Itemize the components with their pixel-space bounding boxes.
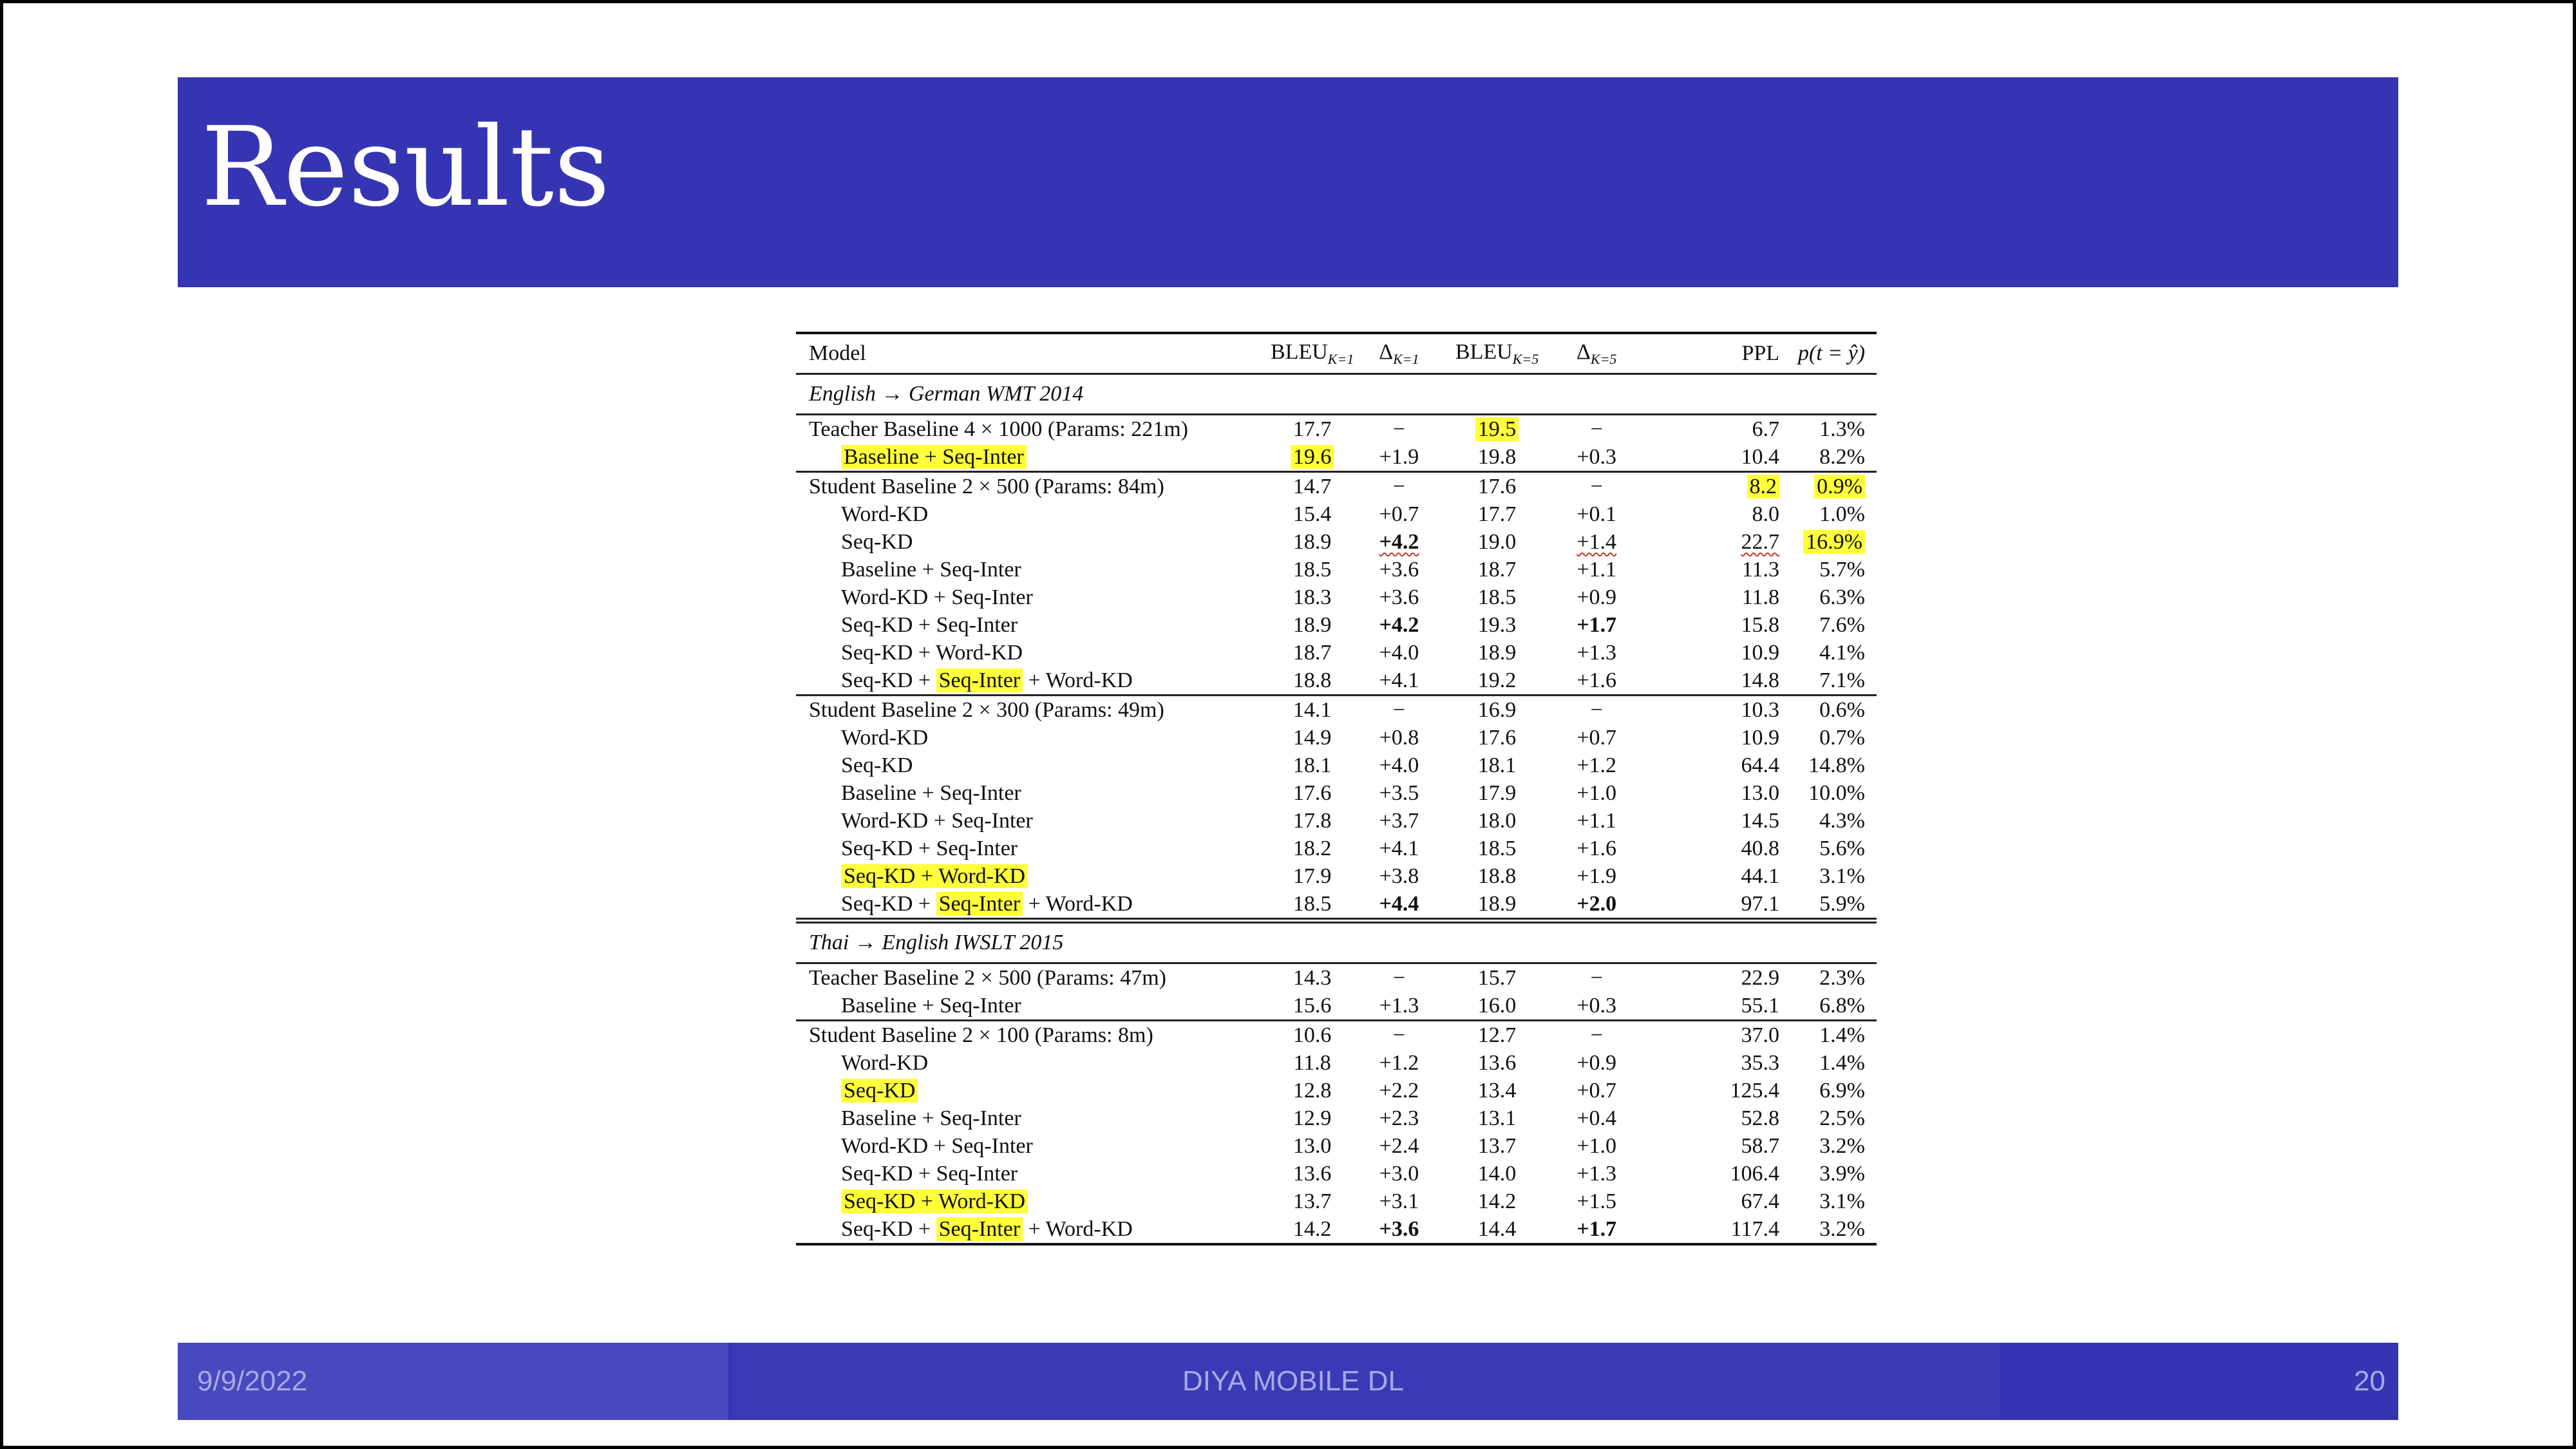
cell-bleu-k5: 18.7 bbox=[1477, 557, 1517, 582]
cell-prob: 3.1% bbox=[1819, 1189, 1865, 1213]
cell-delta-k5: +1.9 bbox=[1577, 864, 1617, 888]
cell-bleu-k1: 10.6 bbox=[1265, 1021, 1359, 1050]
cell-delta-k5: +1.6 bbox=[1577, 836, 1617, 860]
cell-delta-k1: +1.9 bbox=[1379, 444, 1419, 469]
cell-delta-k1: − bbox=[1359, 472, 1439, 501]
cell-ppl: 55.1 bbox=[1741, 993, 1780, 1018]
cell-ppl: 37.0 bbox=[1638, 1021, 1789, 1050]
cell-prob: 3.9% bbox=[1819, 1161, 1865, 1186]
cell-bleu-k5: 15.7 bbox=[1439, 963, 1555, 992]
table-row bbox=[796, 807, 1877, 835]
header-bleu-k1: $BLEU_{K=1}$ bbox=[1271, 339, 1354, 367]
cell-delta-k5: − bbox=[1555, 696, 1638, 724]
cell-model: Baseline + Seq-Inter bbox=[841, 557, 1021, 582]
cell-prob: 5.7% bbox=[1819, 557, 1865, 582]
cell-bleu-k5: 19.8 bbox=[1477, 444, 1517, 469]
cell-model: Seq-KD + Word-KD bbox=[841, 640, 1023, 665]
group-en-de-teacher bbox=[796, 415, 1877, 472]
cell-bleu-k1: 13.7 bbox=[1293, 1189, 1332, 1213]
cell-delta-k1: − bbox=[1359, 1021, 1439, 1050]
cell-delta-k1: +4.1 bbox=[1379, 668, 1419, 692]
table-row bbox=[796, 1132, 1877, 1160]
cell-prob: 3.2% bbox=[1789, 1215, 1877, 1244]
cell-prob: 0.9% bbox=[1789, 472, 1877, 501]
cell-ppl: 67.4 bbox=[1741, 1189, 1780, 1213]
cell-bleu-k1: 18.3 bbox=[1293, 585, 1332, 609]
cell-delta-k1: +4.0 bbox=[1379, 640, 1419, 665]
table-row bbox=[796, 963, 1877, 992]
header-prob: p(t = ŷ) bbox=[1797, 341, 1865, 365]
cell-bleu-k5: 18.8 bbox=[1477, 864, 1517, 888]
cell-prob: 6.3% bbox=[1819, 585, 1865, 609]
cell-delta-k5: +0.3 bbox=[1577, 993, 1617, 1018]
cell-ppl: 97.1 bbox=[1638, 890, 1789, 921]
cell-ppl: 44.1 bbox=[1741, 864, 1780, 888]
cell-bleu-k5: 16.0 bbox=[1477, 993, 1517, 1018]
section-title: Thai → English IWSLT 2015 bbox=[796, 921, 1877, 963]
cell-model: Baseline + Seq-Inter bbox=[796, 443, 1265, 472]
cell-delta-k5: +0.9 bbox=[1577, 585, 1617, 609]
cell-model: Word-KD + Seq-Inter bbox=[841, 808, 1033, 833]
table-row bbox=[796, 862, 1877, 890]
cell-ppl: 13.0 bbox=[1741, 781, 1780, 805]
cell-ppl: 40.8 bbox=[1741, 836, 1780, 860]
cell-bleu-k1: 12.9 bbox=[1293, 1106, 1332, 1130]
table-row bbox=[796, 443, 1877, 472]
cell-bleu-k5: 12.7 bbox=[1439, 1021, 1555, 1050]
cell-prob: 1.4% bbox=[1789, 1021, 1877, 1050]
cell-bleu-k1: 11.8 bbox=[1293, 1050, 1331, 1075]
cell-delta-k1: +3.6 bbox=[1359, 1215, 1439, 1244]
cell-delta-k5: +1.1 bbox=[1577, 557, 1617, 582]
table-row bbox=[796, 639, 1877, 667]
group-en-de-student-300 bbox=[796, 696, 1877, 921]
cell-delta-k1: +2.2 bbox=[1379, 1078, 1419, 1103]
header-ppl: PPL bbox=[1741, 341, 1780, 365]
cell-bleu-k1: 18.7 bbox=[1293, 640, 1332, 665]
cell-bleu-k1: 17.8 bbox=[1293, 808, 1332, 833]
cell-prob: 0.6% bbox=[1789, 696, 1877, 724]
table-row bbox=[796, 1160, 1877, 1188]
cell-delta-k1: +3.5 bbox=[1379, 781, 1419, 805]
cell-model: Word-KD bbox=[841, 1050, 929, 1075]
table-row bbox=[796, 1021, 1877, 1050]
slide-title: Results bbox=[201, 104, 611, 231]
cell-delta-k1: +4.2 bbox=[1379, 612, 1419, 637]
cell-bleu-k5: 18.0 bbox=[1477, 808, 1517, 833]
cell-model: Word-KD + Seq-Inter bbox=[841, 585, 1033, 609]
cell-bleu-k5: 18.5 bbox=[1477, 585, 1517, 609]
cell-delta-k5: +1.7 bbox=[1555, 1215, 1638, 1244]
cell-prob: 6.9% bbox=[1819, 1078, 1865, 1103]
cell-delta-k1: +0.8 bbox=[1379, 725, 1419, 750]
cell-bleu-k1: 13.6 bbox=[1293, 1161, 1332, 1186]
section-title: English → German WMT 2014 bbox=[796, 374, 1877, 415]
cell-bleu-k1: 17.7 bbox=[1265, 415, 1359, 444]
cell-bleu-k5: 13.6 bbox=[1477, 1050, 1517, 1075]
cell-bleu-k5: 13.1 bbox=[1477, 1106, 1517, 1130]
cell-bleu-k5: 17.6 bbox=[1439, 472, 1555, 501]
cell-bleu-k1: 12.8 bbox=[1293, 1078, 1332, 1103]
cell-model: Seq-KD bbox=[796, 1077, 1265, 1104]
cell-bleu-k1: 19.6 bbox=[1265, 443, 1359, 472]
cell-delta-k1: +1.3 bbox=[1379, 993, 1419, 1018]
cell-bleu-k1: 18.9 bbox=[1293, 529, 1332, 554]
cell-bleu-k5: 17.6 bbox=[1477, 725, 1517, 750]
cell-ppl: 10.9 bbox=[1741, 640, 1780, 665]
cell-model: Word-KD bbox=[841, 725, 929, 750]
cell-delta-k5: +1.4 bbox=[1577, 529, 1617, 554]
section-th-en bbox=[796, 921, 1877, 963]
table-row bbox=[796, 1049, 1877, 1077]
cell-ppl: 14.8 bbox=[1741, 668, 1780, 692]
cell-delta-k5: − bbox=[1555, 415, 1638, 444]
table-row bbox=[796, 724, 1877, 752]
cell-delta-k1: +3.1 bbox=[1379, 1189, 1419, 1213]
cell-delta-k5: +1.5 bbox=[1577, 1189, 1617, 1213]
cell-prob: 4.1% bbox=[1819, 640, 1865, 665]
cell-delta-k5: +0.7 bbox=[1577, 1078, 1617, 1103]
cell-prob: 2.5% bbox=[1819, 1106, 1865, 1130]
table-row bbox=[796, 472, 1877, 501]
cell-model: Word-KD + Seq-Inter bbox=[841, 1133, 1033, 1158]
table-row bbox=[796, 1077, 1877, 1104]
cell-delta-k5: +1.3 bbox=[1577, 640, 1617, 665]
cell-bleu-k1: 14.3 bbox=[1265, 963, 1359, 992]
cell-bleu-k5: 19.5 bbox=[1439, 415, 1555, 444]
cell-prob: 4.3% bbox=[1819, 808, 1865, 833]
cell-ppl: 11.8 bbox=[1741, 585, 1780, 609]
cell-model: Student Baseline 2 × 100 (Params: 8m) bbox=[796, 1021, 1265, 1050]
cell-bleu-k5: 14.2 bbox=[1477, 1189, 1517, 1213]
cell-delta-k5: − bbox=[1555, 963, 1638, 992]
cell-bleu-k5: 18.9 bbox=[1439, 890, 1555, 921]
cell-bleu-k5: 18.9 bbox=[1477, 640, 1517, 665]
cell-delta-k5: +1.2 bbox=[1577, 753, 1617, 777]
cell-model: Seq-KD bbox=[841, 753, 913, 777]
cell-ppl: 22.7 bbox=[1741, 529, 1780, 554]
cell-ppl: 8.0 bbox=[1752, 502, 1780, 526]
group-th-en-student-100 bbox=[796, 1021, 1877, 1245]
table-row bbox=[796, 1104, 1877, 1132]
cell-model: Teacher Baseline 4 × 1000 (Params: 221m) bbox=[796, 415, 1265, 444]
header-model: Model bbox=[809, 341, 866, 365]
cell-bleu-k5: 14.4 bbox=[1439, 1215, 1555, 1244]
cell-model: Word-KD bbox=[841, 502, 929, 526]
cell-delta-k5: +1.6 bbox=[1577, 668, 1617, 692]
cell-delta-k1: +4.0 bbox=[1379, 753, 1419, 777]
footer-title: DIYA MOBILE DL bbox=[1182, 1365, 1404, 1397]
header-delta-k1: $\Delta_{K=1}$ bbox=[1379, 339, 1419, 367]
cell-delta-k1: +2.3 bbox=[1379, 1106, 1419, 1130]
table-row bbox=[796, 583, 1877, 611]
cell-bleu-k1: 14.2 bbox=[1265, 1215, 1359, 1244]
cell-delta-k5: +0.3 bbox=[1577, 444, 1617, 469]
cell-ppl: 10.3 bbox=[1638, 696, 1789, 724]
cell-model: Student Baseline 2 × 500 (Params: 84m) bbox=[796, 472, 1265, 501]
cell-model: Seq-KD + Seq-Inter bbox=[841, 836, 1018, 860]
cell-bleu-k1: 15.4 bbox=[1293, 502, 1332, 526]
cell-delta-k5: +0.9 bbox=[1577, 1050, 1617, 1075]
cell-delta-k5: +1.0 bbox=[1577, 781, 1617, 805]
cell-bleu-k1: 18.8 bbox=[1293, 668, 1332, 692]
cell-delta-k1: − bbox=[1359, 963, 1439, 992]
cell-delta-k5: +2.0 bbox=[1555, 890, 1638, 921]
cell-bleu-k1: 17.6 bbox=[1293, 781, 1332, 805]
cell-delta-k1: +3.8 bbox=[1379, 864, 1419, 888]
cell-prob: 8.2% bbox=[1819, 444, 1865, 469]
cell-ppl: 10.9 bbox=[1741, 725, 1780, 750]
cell-bleu-k1: 18.9 bbox=[1293, 612, 1332, 637]
cell-ppl: 22.9 bbox=[1638, 963, 1789, 992]
cell-bleu-k5: 17.7 bbox=[1477, 502, 1517, 526]
cell-delta-k1: +4.2 bbox=[1379, 529, 1419, 554]
cell-bleu-k5: 19.2 bbox=[1477, 668, 1517, 692]
cell-ppl: 10.4 bbox=[1741, 444, 1780, 469]
table-row bbox=[796, 890, 1877, 921]
cell-prob: 3.1% bbox=[1819, 864, 1865, 888]
cell-ppl: 125.4 bbox=[1730, 1078, 1780, 1103]
cell-delta-k1: +4.4 bbox=[1359, 890, 1439, 921]
table-row bbox=[796, 415, 1877, 444]
cell-model: Seq-KD + Seq-Inter + Word-KD bbox=[796, 890, 1265, 921]
cell-bleu-k5: 13.4 bbox=[1477, 1078, 1517, 1103]
cell-delta-k5: +1.3 bbox=[1577, 1161, 1617, 1186]
table-row bbox=[796, 779, 1877, 807]
cell-bleu-k1: 18.1 bbox=[1293, 753, 1332, 777]
cell-delta-k5: − bbox=[1555, 1021, 1638, 1050]
cell-ppl: 106.4 bbox=[1730, 1161, 1780, 1186]
cell-delta-k1: +1.2 bbox=[1379, 1050, 1419, 1075]
cell-model: Seq-KD + Word-KD bbox=[796, 862, 1265, 890]
table-header-row bbox=[796, 333, 1877, 374]
table-row bbox=[796, 528, 1877, 556]
section-en-de bbox=[796, 374, 1877, 415]
group-en-de-student-500 bbox=[796, 472, 1877, 696]
table-row bbox=[796, 1188, 1877, 1215]
cell-model: Seq-KD + Seq-Inter + Word-KD bbox=[841, 668, 1133, 692]
cell-model: Baseline + Seq-Inter bbox=[841, 993, 1021, 1018]
cell-delta-k1: +3.6 bbox=[1379, 557, 1419, 582]
cell-ppl: 11.3 bbox=[1741, 557, 1780, 582]
cell-prob: 0.7% bbox=[1819, 725, 1865, 750]
cell-bleu-k5: 19.0 bbox=[1477, 529, 1517, 554]
table-row bbox=[796, 752, 1877, 779]
cell-ppl: 35.3 bbox=[1741, 1050, 1780, 1075]
cell-model: Seq-KD bbox=[841, 529, 913, 554]
cell-delta-k5: +0.7 bbox=[1577, 725, 1617, 750]
cell-bleu-k5: 19.3 bbox=[1477, 612, 1517, 637]
cell-model: Seq-KD + Word-KD bbox=[796, 1188, 1265, 1215]
footer-bar bbox=[178, 1343, 2398, 1420]
cell-prob: 14.8% bbox=[1808, 753, 1865, 777]
table-row bbox=[796, 696, 1877, 724]
table-row bbox=[796, 500, 1877, 528]
cell-delta-k1: +0.7 bbox=[1379, 502, 1419, 526]
cell-delta-k1: − bbox=[1359, 415, 1439, 444]
cell-bleu-k5: 16.9 bbox=[1439, 696, 1555, 724]
table-row bbox=[796, 556, 1877, 583]
cell-prob: 6.8% bbox=[1819, 993, 1865, 1018]
cell-prob: 2.3% bbox=[1789, 963, 1877, 992]
cell-bleu-k1: 14.9 bbox=[1293, 725, 1332, 750]
cell-prob: 1.0% bbox=[1819, 502, 1865, 526]
cell-prob: 7.6% bbox=[1819, 612, 1865, 637]
cell-delta-k1: +3.0 bbox=[1379, 1161, 1419, 1186]
footer-date: 9/9/2022 bbox=[197, 1365, 308, 1397]
cell-model: Teacher Baseline 2 × 500 (Params: 47m) bbox=[796, 963, 1265, 992]
cell-prob: 5.9% bbox=[1789, 890, 1877, 921]
results-table-container bbox=[796, 332, 1877, 1245]
cell-bleu-k1: 14.1 bbox=[1265, 696, 1359, 724]
cell-bleu-k5: 18.1 bbox=[1477, 753, 1517, 777]
cell-model: Baseline + Seq-Inter bbox=[841, 781, 1021, 805]
header-delta-k5: $\Delta_{K=5}$ bbox=[1576, 339, 1617, 367]
cell-bleu-k1: 14.7 bbox=[1265, 472, 1359, 501]
results-table bbox=[796, 332, 1877, 1245]
table-row bbox=[796, 1215, 1877, 1244]
cell-ppl: 64.4 bbox=[1741, 753, 1780, 777]
cell-delta-k1: − bbox=[1359, 696, 1439, 724]
cell-bleu-k1: 17.9 bbox=[1293, 864, 1332, 888]
cell-model: Seq-KD + Seq-Inter bbox=[841, 1161, 1018, 1186]
cell-delta-k5: +1.1 bbox=[1577, 808, 1617, 833]
cell-delta-k1: +3.7 bbox=[1379, 808, 1419, 833]
cell-bleu-k1: 13.0 bbox=[1293, 1133, 1332, 1158]
cell-bleu-k5: 14.0 bbox=[1477, 1161, 1517, 1186]
cell-delta-k5: +1.0 bbox=[1577, 1133, 1617, 1158]
cell-prob: 10.0% bbox=[1808, 781, 1865, 805]
cell-ppl: 15.8 bbox=[1741, 612, 1780, 637]
cell-prob: 1.4% bbox=[1819, 1050, 1865, 1075]
cell-delta-k5: +0.4 bbox=[1577, 1106, 1617, 1130]
cell-delta-k5: − bbox=[1555, 472, 1638, 501]
cell-delta-k1: +4.1 bbox=[1379, 836, 1419, 860]
cell-ppl: 52.8 bbox=[1741, 1106, 1780, 1130]
cell-ppl: 58.7 bbox=[1741, 1133, 1780, 1158]
cell-model: Seq-KD + Seq-Inter bbox=[841, 612, 1018, 637]
cell-bleu-k1: 18.5 bbox=[1265, 890, 1359, 921]
table-row bbox=[796, 835, 1877, 862]
cell-delta-k1: +2.4 bbox=[1379, 1133, 1419, 1158]
table-row bbox=[796, 667, 1877, 696]
cell-delta-k5: +0.1 bbox=[1577, 502, 1617, 526]
table-row bbox=[796, 992, 1877, 1021]
header-bleu-k5: $BLEU_{K=5}$ bbox=[1455, 339, 1539, 367]
cell-prob: 16.9% bbox=[1789, 528, 1877, 556]
cell-prob: 3.2% bbox=[1819, 1133, 1865, 1158]
cell-bleu-k5: 13.7 bbox=[1477, 1133, 1517, 1158]
cell-prob: 5.6% bbox=[1819, 836, 1865, 860]
cell-bleu-k1: 18.2 bbox=[1293, 836, 1332, 860]
table-row bbox=[796, 611, 1877, 639]
cell-ppl: 6.7 bbox=[1638, 415, 1789, 444]
cell-prob: 7.1% bbox=[1819, 668, 1865, 692]
cell-ppl: 117.4 bbox=[1638, 1215, 1789, 1244]
cell-bleu-k5: 18.5 bbox=[1477, 836, 1517, 860]
cell-model: Seq-KD + Seq-Inter + Word-KD bbox=[796, 1215, 1265, 1244]
title-bar bbox=[178, 77, 2398, 287]
cell-delta-k5: +1.7 bbox=[1577, 612, 1617, 637]
cell-ppl: 8.2 bbox=[1638, 472, 1789, 501]
cell-bleu-k1: 18.5 bbox=[1293, 557, 1332, 582]
cell-bleu-k5: 17.9 bbox=[1477, 781, 1517, 805]
cell-model: Baseline + Seq-Inter bbox=[841, 1106, 1021, 1130]
cell-prob: 1.3% bbox=[1789, 415, 1877, 444]
group-th-en-teacher bbox=[796, 963, 1877, 1021]
cell-model: Student Baseline 2 × 300 (Params: 49m) bbox=[796, 696, 1265, 724]
cell-bleu-k1: 15.6 bbox=[1293, 993, 1332, 1018]
footer-page-number: 20 bbox=[2354, 1365, 2385, 1397]
cell-ppl: 14.5 bbox=[1741, 808, 1780, 833]
cell-delta-k1: +3.6 bbox=[1379, 585, 1419, 609]
